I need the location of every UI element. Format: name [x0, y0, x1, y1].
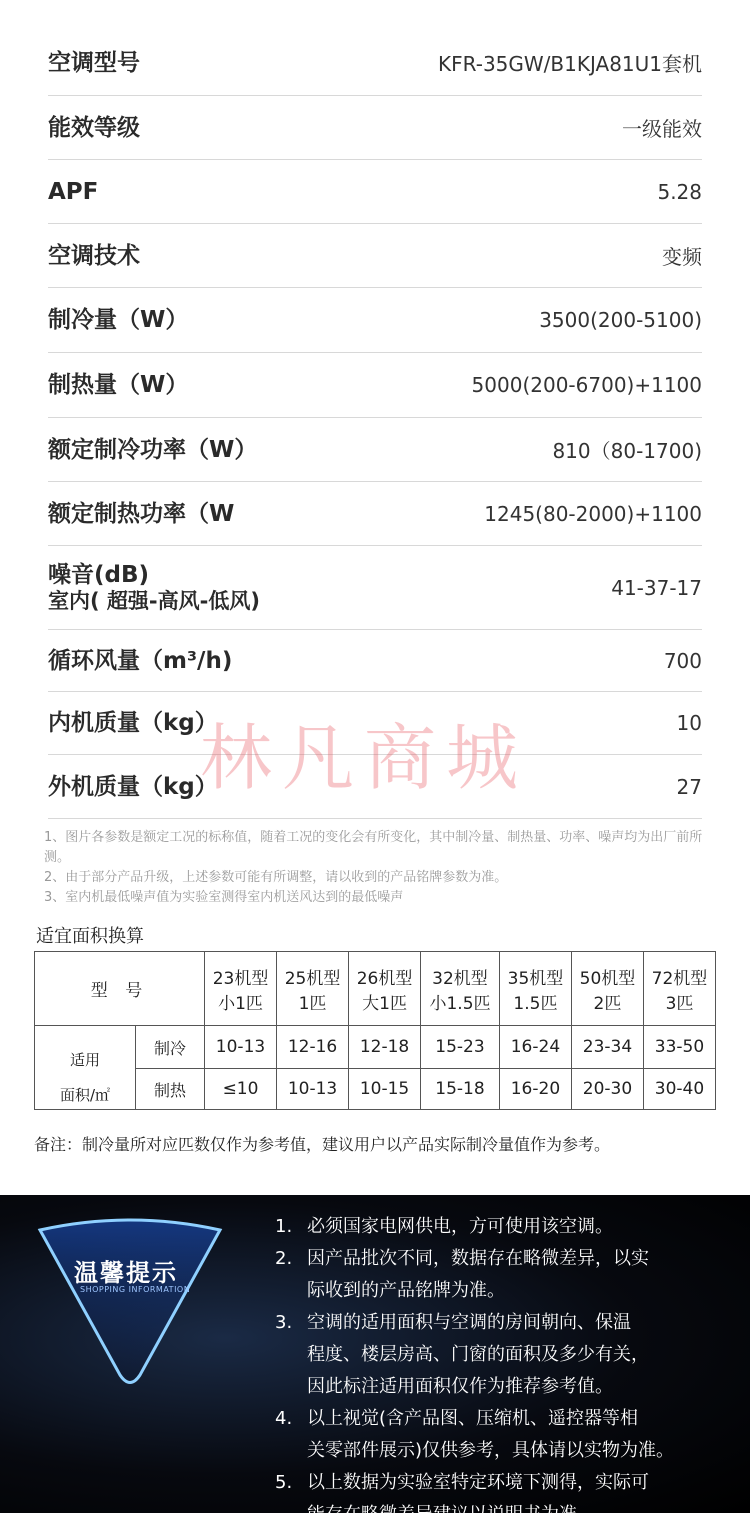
spec-value: KFR-35GW/B1KJA81U1套机 [438, 52, 702, 76]
area-cell: 10-13 [205, 1026, 277, 1069]
model-cell: 23机型 小1匹 [205, 952, 277, 1026]
model-cell: 72机型 3匹 [643, 952, 715, 1026]
spec-value: 10 [676, 711, 702, 735]
area-cell: 23-34 [571, 1026, 643, 1069]
list-item: 3. 空调的适用面积与空调的房间朝向、保温 程度、楼层房高、门窗的面积及多少有关， 因此标注适用面积仅作为推荐参考值。 [275, 1312, 649, 1397]
spec-value: 5.28 [657, 179, 702, 204]
table-row [35, 952, 716, 1026]
model-cell: 25机型 1匹 [277, 952, 349, 1026]
spec-value: 810（80-1700) [552, 439, 702, 463]
area-cell: 10-15 [349, 1069, 421, 1110]
spec-value: 27 [676, 774, 702, 799]
tips-badge-sub: SHOPPING INFORMATION [80, 1285, 191, 1294]
spec-label: 额定制热功率（W [48, 500, 235, 527]
area-cell: 16-20 [499, 1069, 571, 1110]
remark: 备注：制冷量所对应匹数仅作为参考值，建议用户以产品实际制冷量值作为参考。 [34, 1135, 611, 1154]
area-cell: 16-24 [499, 1026, 571, 1069]
table-row [35, 1069, 716, 1110]
spec-label: APF [48, 178, 99, 205]
spec-row-cool-power [48, 418, 702, 482]
area-cell: 30-40 [643, 1069, 715, 1110]
area-table [34, 951, 716, 1110]
spec-label: 空调型号 [48, 49, 140, 76]
area-cell: 15-18 [421, 1069, 500, 1110]
notes [44, 828, 714, 908]
area-cell: 12-18 [349, 1026, 421, 1069]
tips-list [275, 1211, 745, 1531]
spec-row-noise [48, 546, 702, 630]
area-title: 适宜面积换算 [36, 926, 144, 947]
heat-label: 制热 [136, 1069, 205, 1110]
list-item: 2. 因产品批次不同，数据存在略微差异，以实 际收到的产品铭牌为准。 [275, 1248, 649, 1301]
spec-row-model [48, 30, 702, 96]
spec-value: 1245(80-2000)+1100 [484, 501, 702, 526]
list-item: 4. 以上视觉(含产品图、压缩机、遥控器等相 关零部件展示)仅供参考，具体请以实物为准。 [275, 1408, 675, 1461]
note-item: 2、由于部分产品升级，上述参数可能有所调整，请以收到的产品铭牌参数为准。 [44, 870, 508, 885]
spec-row-cooling [48, 288, 702, 353]
spec-value: 3500(200-5100) [539, 308, 702, 332]
model-header: 型 号 [35, 952, 205, 1026]
spec-value: 变频 [662, 245, 702, 269]
cool-label: 制冷 [136, 1026, 205, 1069]
spec-row-airflow [48, 630, 702, 692]
spec-row-efficiency [48, 96, 702, 160]
triangle-icon [30, 1215, 230, 1395]
spec-label [48, 562, 260, 614]
watermark: 林凡商城 [200, 716, 529, 800]
area-cell: 33-50 [643, 1026, 715, 1069]
area-cell: 15-23 [421, 1026, 500, 1069]
spec-row-heating [48, 353, 702, 418]
spec-label: 制热量（W） [48, 372, 189, 398]
spec-value: 一级能效 [622, 117, 702, 141]
spec-value: 41-37-17 [611, 575, 702, 600]
spec-value: 5000(200-6700)+1100 [471, 373, 702, 397]
area-side-label: 适用 面积/㎡ [35, 1026, 136, 1110]
noise-label: 噪音(dB) [48, 561, 150, 588]
model-cell: 26机型 大1匹 [349, 952, 421, 1026]
spec-row-apf [48, 160, 702, 224]
spec-label: 内机质量（kg） [48, 710, 218, 736]
spec-row-tech [48, 224, 702, 288]
note-item: 1、图片各参数是额定工况的标称值，随着工况的变化会有所变化，其中制冷量、制热量、功率、噪声均为出厂前所测。 [44, 830, 703, 865]
tips-badge: 温馨提示 [74, 1259, 178, 1287]
spec-value: 700 [663, 648, 702, 673]
spec-label: 额定制冷功率（W） [48, 436, 258, 463]
area-cell: 20-30 [571, 1069, 643, 1110]
spec-label: 空调技术 [48, 242, 140, 269]
spec-label: 循环风量（m³/h) [48, 647, 233, 674]
spec-label: 外机质量（kg） [48, 773, 218, 800]
list-item: 5. 以上数据为实验室特定环境下测得，实际可 能存在略微差异建议以说明书为准。 [275, 1472, 649, 1525]
area-cell: 12-16 [277, 1026, 349, 1069]
spec-row-heat-power [48, 482, 702, 546]
area-cell: 10-13 [277, 1069, 349, 1110]
model-cell: 32机型 小1.5匹 [421, 952, 500, 1026]
table-row [35, 1026, 716, 1069]
noise-sublabel: 室内( 超强-高风-低风) [48, 588, 260, 613]
list-item: 1. 必须国家电网供电，方可使用该空调。 [275, 1216, 613, 1237]
model-cell: 50机型 2匹 [571, 952, 643, 1026]
note-item: 3、室内机最低噪声值为实验室测得室内机送风达到的最低噪声 [44, 890, 404, 905]
model-cell: 35机型 1.5匹 [499, 952, 571, 1026]
tips-banner [0, 1195, 750, 1525]
area-cell: ≤10 [205, 1069, 277, 1110]
spec-label: 能效等级 [48, 114, 140, 141]
spec-label: 制冷量（W） [48, 307, 189, 333]
